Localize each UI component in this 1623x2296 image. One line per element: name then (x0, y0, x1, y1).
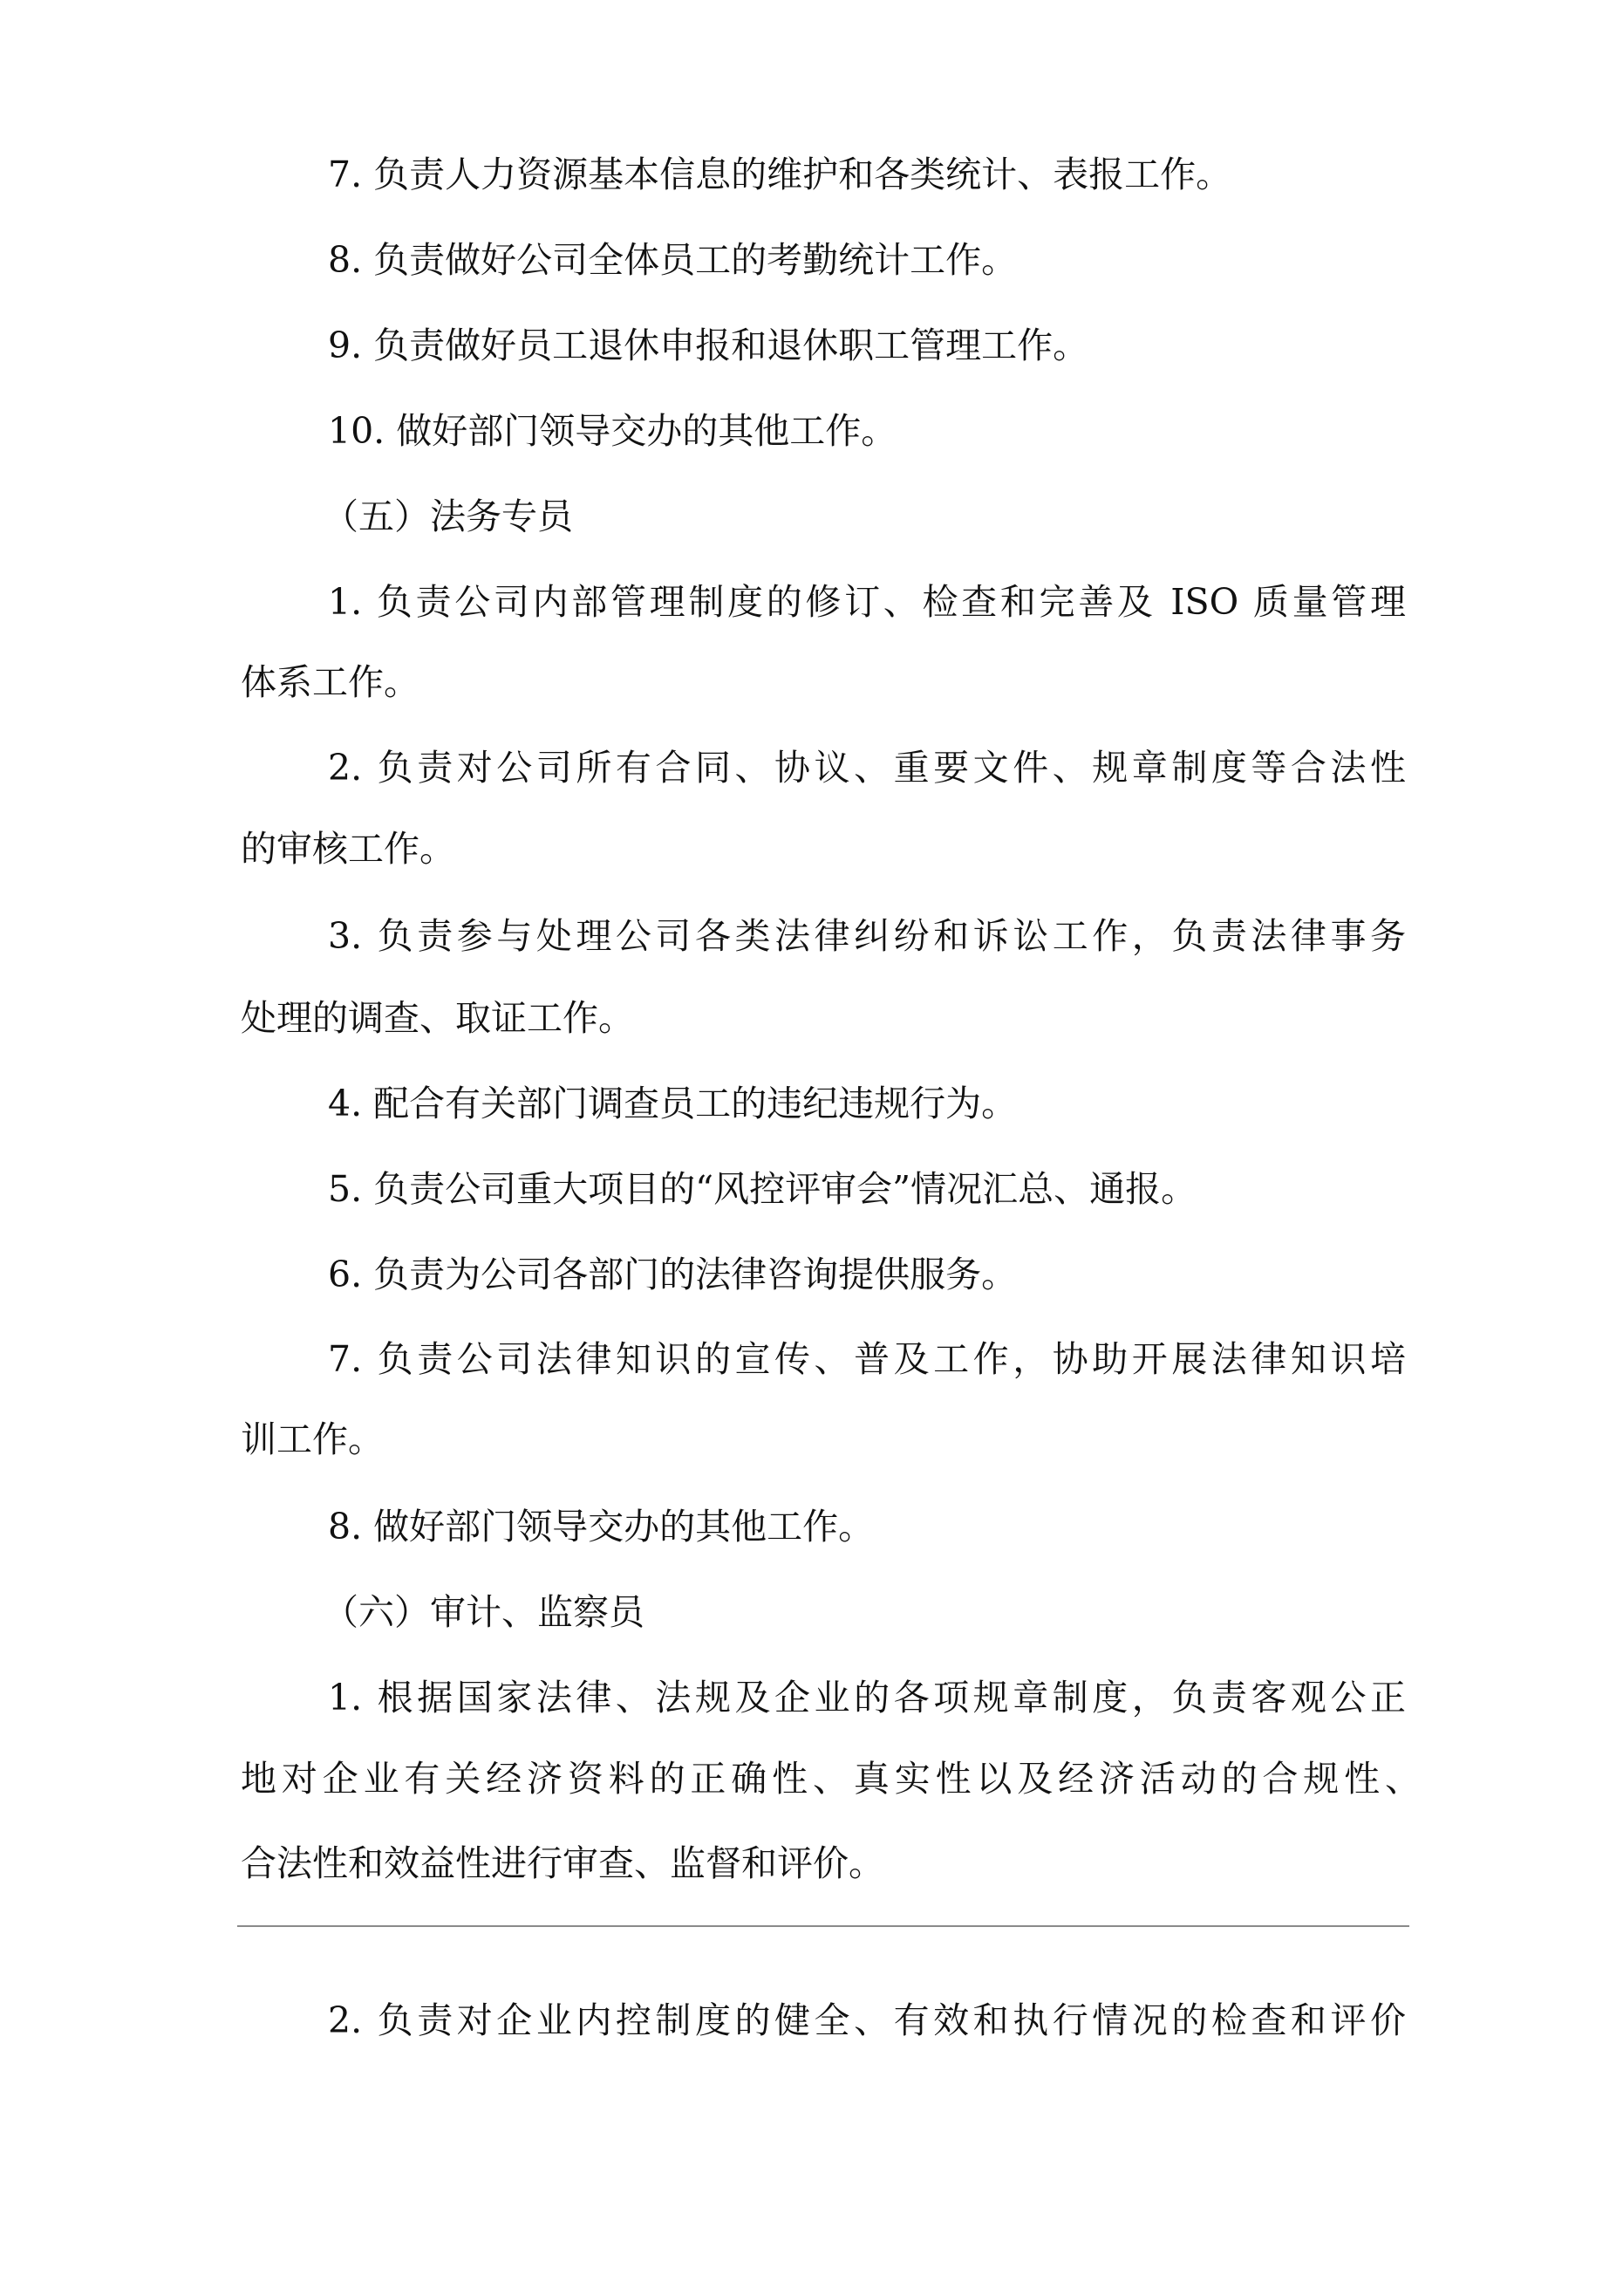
section-heading-audit: （六）审计、监察员 (323, 1591, 644, 1633)
item-legal-2-line1: 2. 负责对公司所有合同、协议、重要文件、规章制度等合法性 (328, 747, 1406, 789)
item-legal-8: 8. 做好部门领导交办的其他工作。 (328, 1506, 875, 1548)
item-hr-7: 7. 负责人力资源基本信息的维护和各类统计、表报工作。 (328, 154, 1232, 195)
item-legal-7-line2: 训工作。 (241, 1418, 384, 1460)
item-legal-3-line1: 3. 负责参与处理公司各类法律纠纷和诉讼工作，负责法律事务 (328, 915, 1406, 957)
item-audit-1-line3: 合法性和效益性进行审查、监督和评价。 (241, 1842, 884, 1884)
section-heading-legal: （五）法务专员 (323, 495, 573, 537)
item-legal-5: 5. 负责公司重大项目的“风控评审会”情况汇总、通报。 (328, 1168, 1197, 1210)
item-hr-8: 8. 负责做好公司全体员工的考勤统计工作。 (328, 239, 1018, 281)
item-legal-7-line1: 7. 负责公司法律知识的宣传、普及工作，协助开展法律知识培 (328, 1338, 1406, 1380)
item-audit-2-line1: 2. 负责对企业内控制度的健全、有效和执行情况的检查和评价 (328, 1999, 1406, 2041)
item-hr-10: 10. 做好部门领导交办的其他工作。 (328, 410, 897, 452)
item-audit-1-line1: 1. 根据国家法律、法规及企业的各项规章制度，负责客观公正 (328, 1677, 1406, 1719)
item-legal-4: 4. 配合有关部门调查员工的违纪违规行为。 (328, 1083, 1018, 1124)
item-legal-1-line2: 体系工作。 (241, 661, 419, 703)
item-legal-1-line1: 1. 负责公司内部管理制度的修订、检查和完善及 ISO 质量管理 (328, 581, 1406, 623)
item-legal-3-line2: 处理的调查、取证工作。 (241, 997, 634, 1039)
item-audit-1-line2: 地对企业有关经济资料的正确性、真实性以及经济活动的合规性、 (241, 1758, 1421, 1800)
item-legal-6: 6. 负责为公司各部门的法律咨询提供服务。 (328, 1254, 1018, 1295)
item-hr-9: 9. 负责做好员工退休申报和退休职工管理工作。 (328, 325, 1089, 366)
item-legal-2-line2: 的审核工作。 (241, 828, 455, 870)
page-break-rule (237, 1925, 1409, 1927)
